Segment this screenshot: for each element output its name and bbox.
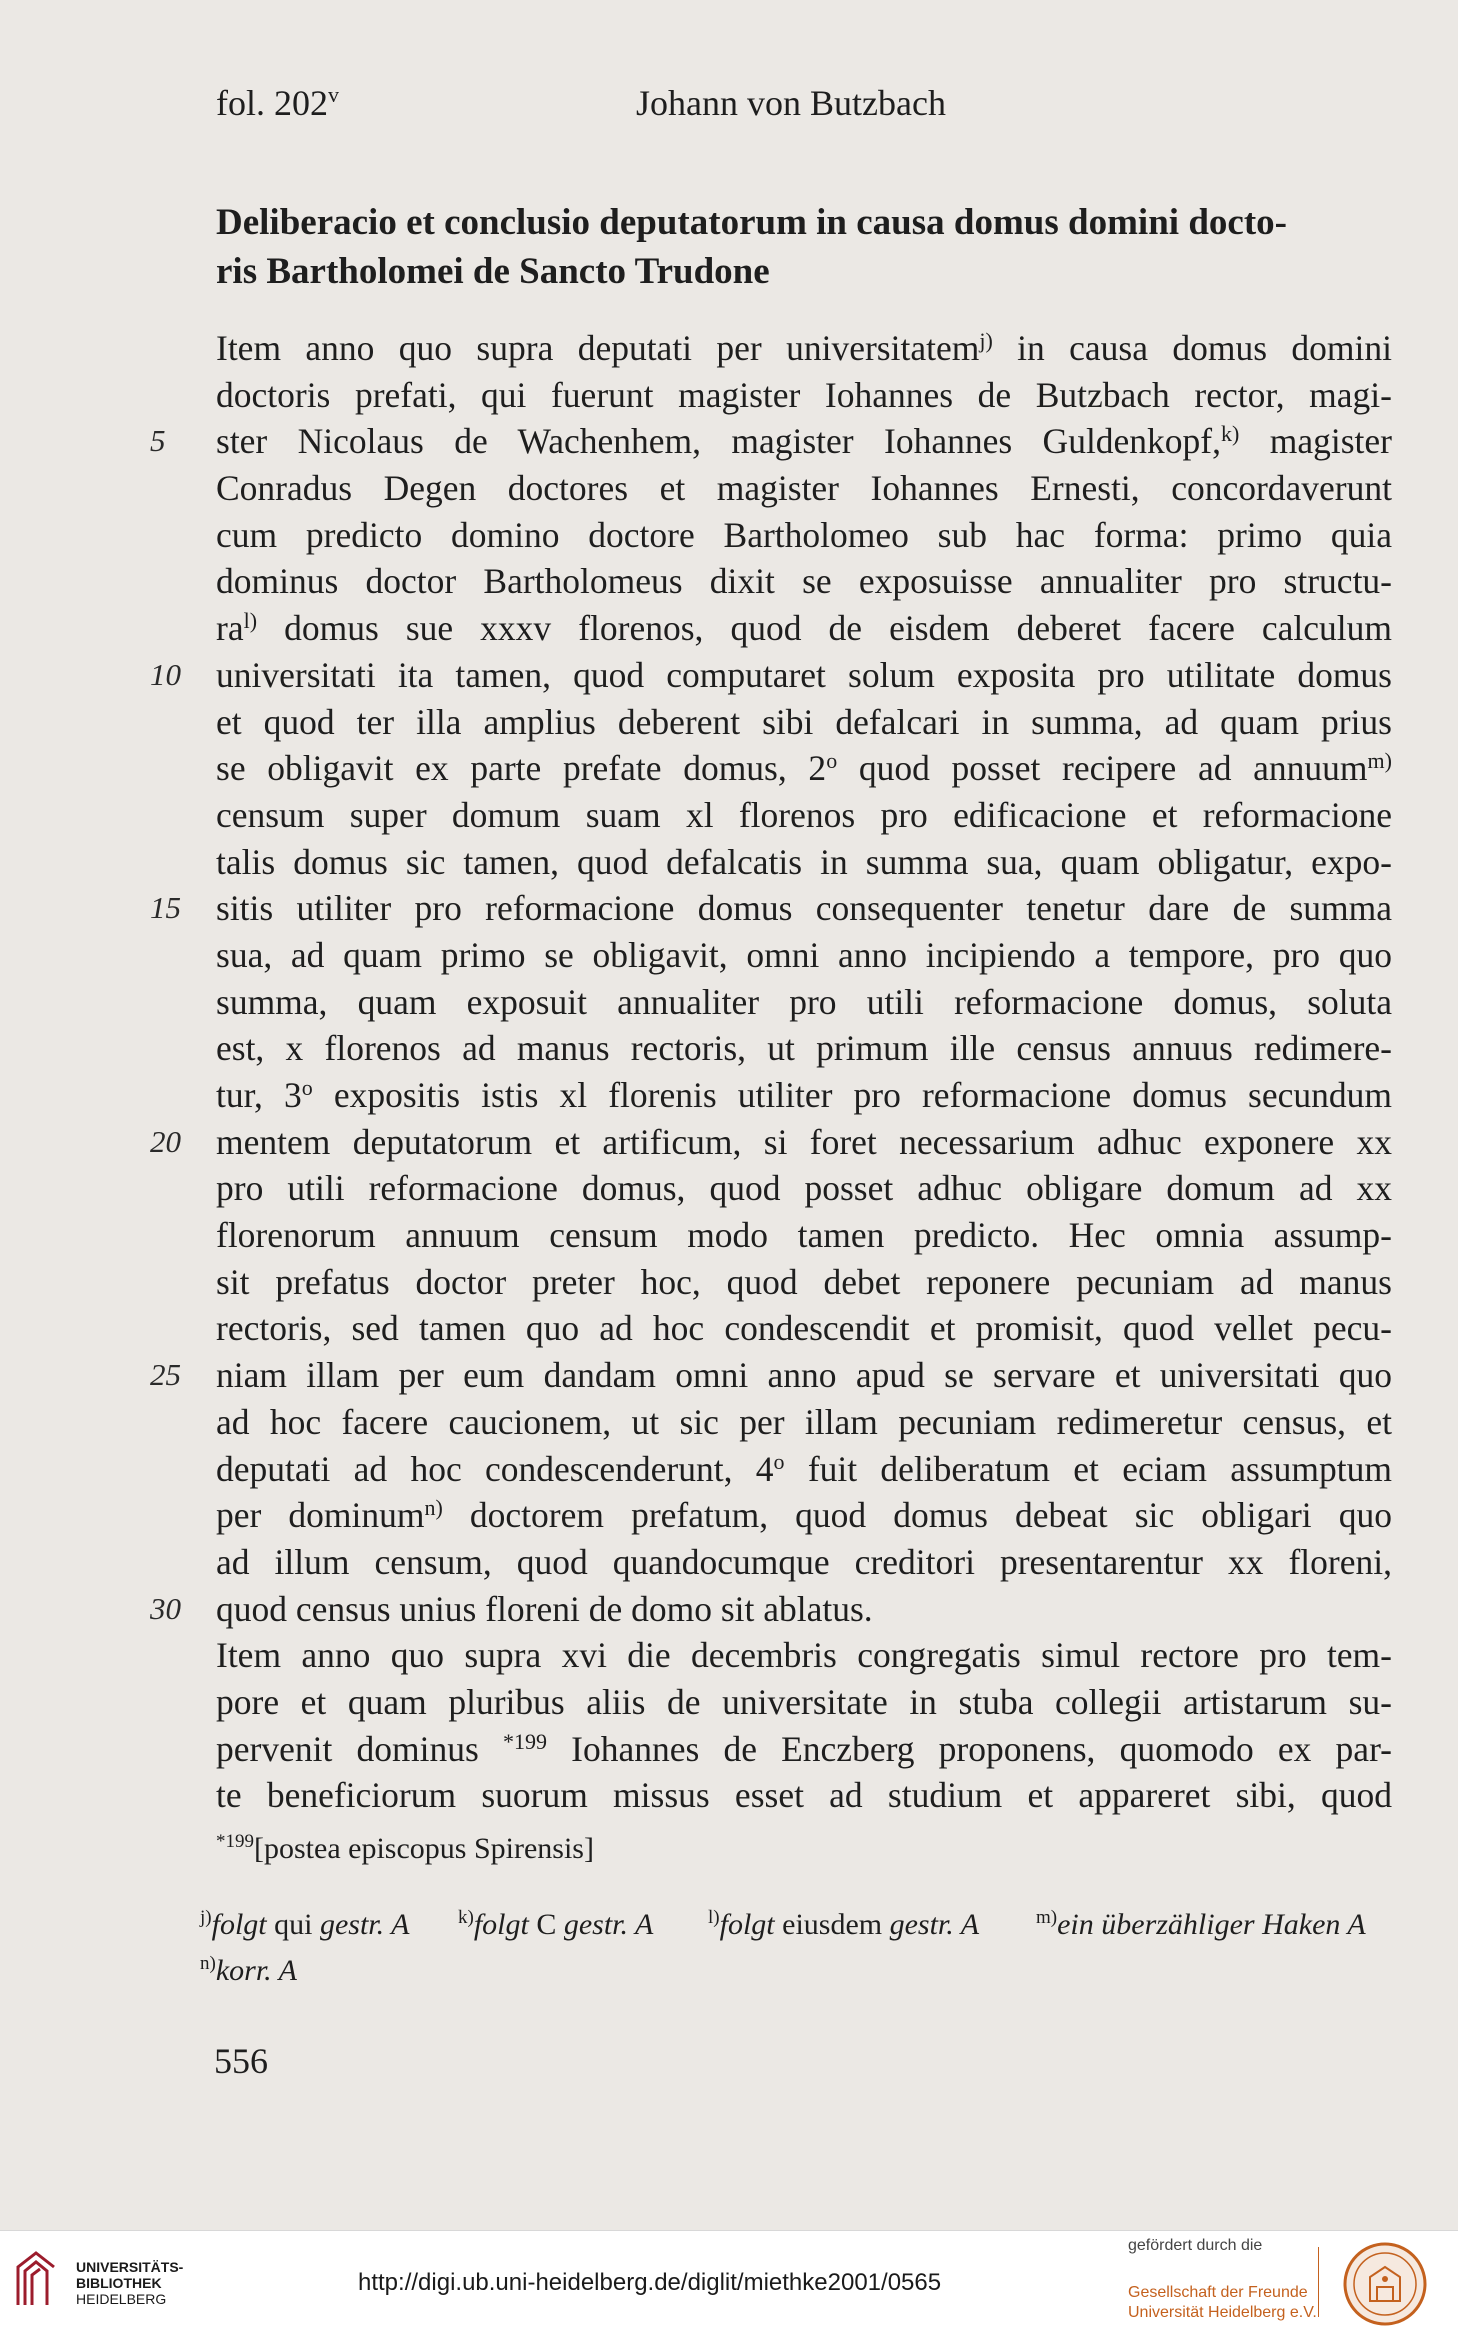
text-segment: summa, quam exposuit annualiter pro utili reformacione domus, soluta bbox=[216, 981, 1392, 1022]
footnote-text: [postea episcopus Spirensis] bbox=[254, 1832, 594, 1865]
text-segment: tur, 3 bbox=[216, 1075, 302, 1115]
text-line bbox=[216, 1305, 1392, 1352]
text-segment: expositis istis xl florenis utiliter pro reformacione domus secundum bbox=[312, 1075, 1392, 1115]
text-segment: Item anno quo supra deputati per universitatem bbox=[216, 328, 980, 368]
text-line bbox=[216, 839, 1392, 886]
page-number: 556 bbox=[214, 2041, 268, 2081]
body-text bbox=[150, 325, 1393, 1819]
text-segment: talis domus sic tamen, quod defalcatis in summa sua, quam obligatur, expo- bbox=[216, 841, 1392, 882]
apparatus-note-n: $^{n)}$korr. A bbox=[200, 1953, 297, 1987]
text-segment: sit prefatus doctor preter hoc, quod debet reponere pecuniam ad manus bbox=[216, 1261, 1392, 1302]
apparatus-note-k: $^{k)}$folgt C gestr. A bbox=[458, 1907, 654, 1941]
text-line bbox=[150, 652, 1392, 699]
permalink-url[interactable]: http://digi.ub.uni-heidelberg.de/diglit/miethke2001/0565 bbox=[358, 2269, 942, 2296]
text-line bbox=[216, 1539, 1392, 1586]
heading-line: Deliberacio et conclusio deputatorum in causa domus domini docto- bbox=[216, 202, 1287, 243]
text-segment: sua, ad quam primo se obligavit, omni anno incipiendo a tempore, pro quo bbox=[216, 934, 1392, 975]
text-segment: fuit deliberatum et eciam assumptum bbox=[784, 1448, 1392, 1489]
text-line bbox=[216, 1726, 1392, 1773]
text-segment: cum predicto domino doctore Bartholomeo sub hac forma: primo quia bbox=[216, 514, 1392, 555]
text-segment: te beneficiorum suorum missus esset ad studium et appareret sibi, quod bbox=[216, 1775, 1392, 1816]
text-line bbox=[216, 1632, 1392, 1679]
text-segment: et quod ter illa amplius deberent sibi defalcari in summa, ad quam prius bbox=[216, 701, 1392, 742]
text-segment: censum super domum suam xl florenos pro edificacione et reformacione bbox=[216, 794, 1392, 835]
text-segment: ad hoc facere caucionem, ut sic per illam pecuniam redimeretur census, et bbox=[216, 1401, 1392, 1442]
text-segment: se obligavit ex parte prefate domus, 2 bbox=[216, 748, 827, 789]
text-segment: pro utili reformacione domus, quod posset adhuc obligare domum ad xx bbox=[216, 1168, 1392, 1209]
line-number: 10 bbox=[150, 656, 181, 692]
text-segment: mentem deputatorum et artificum, si foret necessarium adhuc exponere xx bbox=[216, 1121, 1392, 1162]
section-heading bbox=[216, 198, 1396, 296]
running-title: Johann von Butzbach bbox=[636, 83, 946, 123]
text-line bbox=[150, 1352, 1392, 1399]
text-segment: ra bbox=[216, 608, 244, 649]
text-segment: magister bbox=[1239, 421, 1392, 462]
text-line bbox=[216, 558, 1392, 605]
running-header bbox=[216, 82, 1396, 132]
text-line bbox=[150, 885, 1392, 932]
text-line bbox=[216, 1212, 1392, 1259]
text-line bbox=[216, 1679, 1392, 1726]
text-line bbox=[150, 418, 1392, 465]
apparatus-row bbox=[200, 1902, 1396, 1948]
superscript-marker: n) bbox=[424, 1495, 443, 1521]
superscript-marker: o bbox=[826, 748, 838, 774]
footnote-199 bbox=[216, 1832, 594, 1866]
text-segment: ster Nicolaus de Wachenhem, magister Iohannes Guldenkopf, bbox=[216, 421, 1222, 462]
text-segment: Iohannes de Enczberg proponens, quomodo ex par- bbox=[546, 1728, 1393, 1769]
superscript-marker: l) bbox=[243, 608, 258, 634]
text-segment: domus sue xxxv florenos, quod de eisdem deberet facere calculum bbox=[257, 608, 1392, 649]
text-segment: pervenit dominus bbox=[216, 1728, 503, 1769]
text-segment: niam illam per eum dandam omni anno apud se servare et universitati quo bbox=[216, 1355, 1392, 1396]
text-line bbox=[216, 1259, 1392, 1306]
text-segment: deputati ad hoc condescenderunt, 4 bbox=[216, 1448, 774, 1489]
apparatus-row bbox=[200, 1948, 1396, 1994]
viewer-footer: UNIVERSITÄTS- BIBLIOTHEK HEIDELBERG http://digi.ub.uni-heidelberg.de/diglit/miethke2001/0565 gefördert durch die Gesellschaft der Freunde Universität Heidelberg e.V. bbox=[0, 2230, 1458, 2331]
superscript-marker: m) bbox=[1367, 748, 1392, 774]
text-segment: Conradus Degen doctores et magister Iohannes Ernesti, concordaverunt bbox=[216, 468, 1392, 509]
text-segment: dominus doctor Bartholomeus dixit se exposuisse annualiter pro structu- bbox=[216, 561, 1392, 602]
text-segment: quod census unius floreni de domo sit ablatus. bbox=[216, 1588, 873, 1629]
text-line bbox=[216, 1072, 1392, 1119]
text-line bbox=[216, 792, 1392, 839]
university-library-name: UNIVERSITÄTS- BIBLIOTHEK HEIDELBERG bbox=[76, 2259, 184, 2307]
text-line bbox=[216, 745, 1392, 792]
superscript-marker: o bbox=[301, 1075, 313, 1100]
text-segment: quod posset recipere ad annuum bbox=[837, 748, 1368, 789]
heading-line: ris Bartholomei de Sancto Trudone bbox=[216, 251, 770, 292]
text-line bbox=[216, 1399, 1392, 1446]
text-line bbox=[216, 979, 1392, 1026]
folio-label: fol. 202$^v$ bbox=[216, 82, 339, 123]
text-segment: universitati ita tamen, quod computaret solum exposita pro utilitate domus bbox=[216, 654, 1392, 695]
superscript-marker: j) bbox=[979, 328, 993, 353]
text-segment: sitis utiliter pro reformacione domus consequenter tenetur dare de summa bbox=[216, 888, 1392, 929]
text-line bbox=[216, 1165, 1392, 1212]
text-segment: per dominum bbox=[216, 1495, 425, 1536]
apparatus-note-j: $^{j)}$folgt qui gestr. A bbox=[200, 1907, 410, 1941]
text-line bbox=[216, 605, 1392, 652]
university-library-logo-icon bbox=[14, 2249, 60, 2309]
line-number: 20 bbox=[150, 1123, 181, 1159]
text-line bbox=[216, 465, 1392, 512]
text-line bbox=[150, 1119, 1392, 1166]
footnote-marker: *199 bbox=[216, 1831, 254, 1852]
line-number: 30 bbox=[150, 1590, 181, 1626]
text-segment: ad illum censum, quod quandocumque creditori presentarentur xx floreni, bbox=[216, 1541, 1392, 1582]
superscript-marker: o bbox=[773, 1448, 785, 1474]
text-line bbox=[216, 372, 1392, 419]
text-line bbox=[216, 1025, 1392, 1072]
text-segment: florenorum annuum censum modo tamen predicto. Hec omnia assump- bbox=[216, 1215, 1392, 1256]
line-number: 15 bbox=[150, 890, 181, 926]
text-segment: doctoris prefati, qui fuerunt magister Iohannes de Butzbach rector, magi- bbox=[216, 374, 1392, 415]
line-number: 25 bbox=[150, 1357, 181, 1393]
text-line bbox=[216, 932, 1392, 979]
text-line bbox=[150, 1586, 1392, 1633]
text-segment: Item anno quo supra xvi die decembris congregatis simul rectore pro tem- bbox=[216, 1635, 1392, 1676]
apparatus-note-m: $^{m)}$ein überzähliger Haken A bbox=[1036, 1907, 1366, 1941]
apparatus-note-l: $^{l)}$folgt eiusdem gestr. A bbox=[708, 1907, 980, 1941]
university-seal-icon bbox=[1342, 2241, 1428, 2327]
text-line bbox=[216, 1772, 1392, 1819]
text-segment: pore et quam pluribus aliis de universitate in stuba collegii artistarum su- bbox=[216, 1681, 1392, 1722]
text-line bbox=[216, 512, 1392, 559]
text-line bbox=[216, 325, 1392, 372]
divider bbox=[1318, 2247, 1319, 2317]
text-segment: doctorem prefatum, quod domus debeat sic obligari quo bbox=[442, 1495, 1393, 1536]
superscript-marker: k) bbox=[1221, 421, 1240, 447]
text-line bbox=[216, 1446, 1392, 1493]
text-segment: est, x florenos ad manus rectoris, ut primum ille census annuus redimere- bbox=[216, 1028, 1392, 1069]
line-number: 5 bbox=[150, 423, 166, 459]
text-line bbox=[216, 1492, 1392, 1539]
critical-apparatus bbox=[200, 1902, 1396, 1994]
text-segment: rectoris, sed tamen quo ad hoc condescendit et promisit, quod vellet pecu- bbox=[216, 1308, 1392, 1349]
text-line bbox=[216, 699, 1392, 746]
text-segment: in causa domus domini bbox=[992, 328, 1392, 368]
superscript-marker: *199 bbox=[502, 1728, 547, 1754]
